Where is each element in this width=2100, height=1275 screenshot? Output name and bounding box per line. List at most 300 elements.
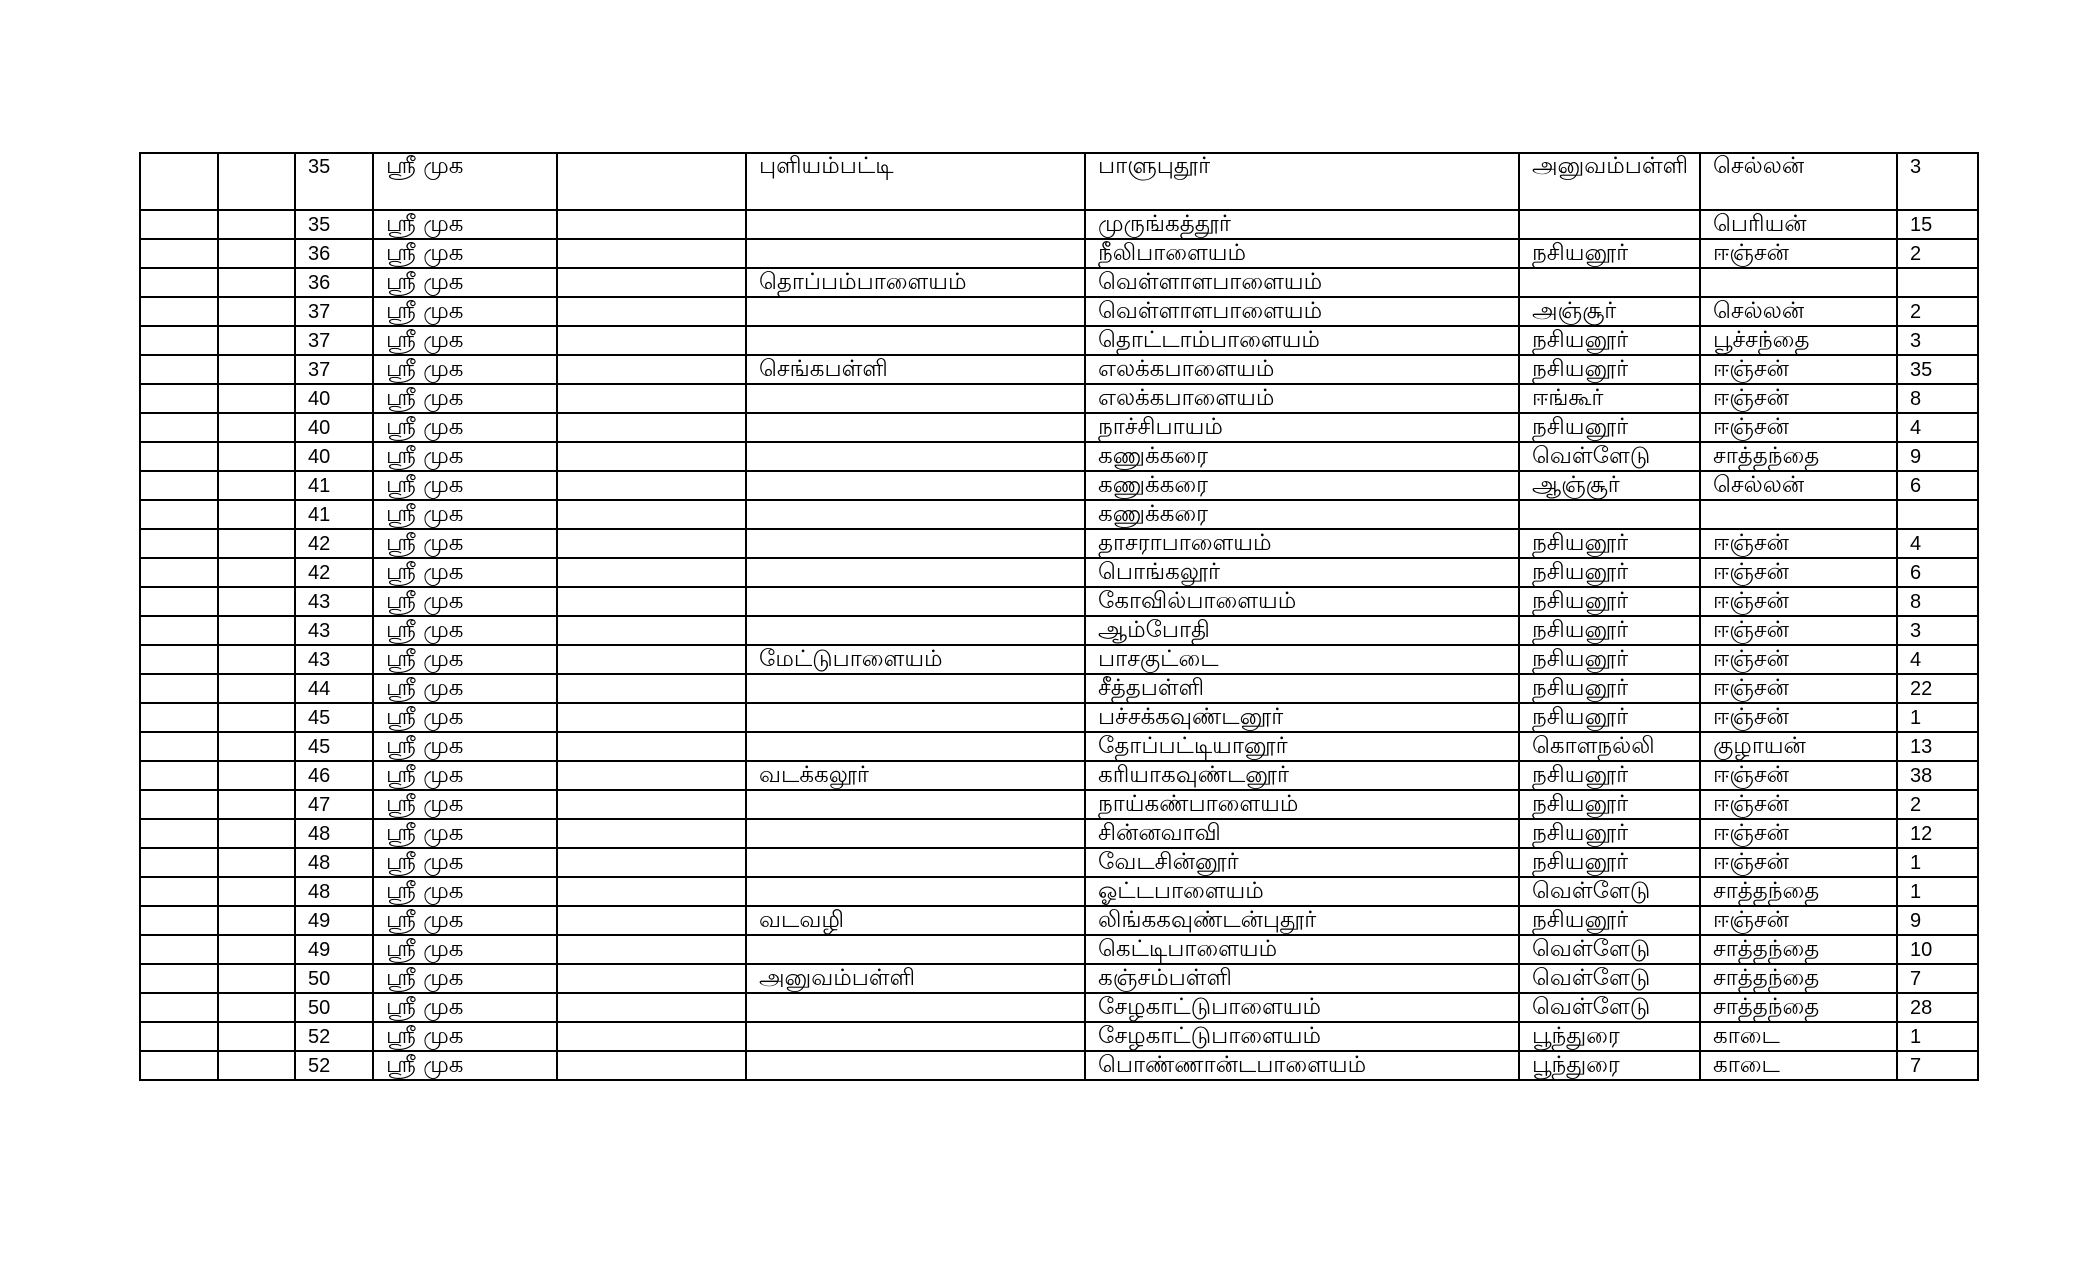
party-cell: ஸ்ரீ முக	[373, 471, 557, 500]
panchayat-cell	[746, 384, 1085, 413]
empty-cell	[557, 993, 746, 1022]
person-cell: ஈஞ்சன்	[1700, 355, 1897, 384]
empty-cell	[557, 326, 746, 355]
empty-cell	[218, 268, 295, 297]
data-table	[139, 152, 1979, 1081]
count-cell: 9	[1897, 906, 1978, 935]
empty-cell	[218, 906, 295, 935]
empty-cell	[557, 355, 746, 384]
table-row	[140, 500, 1978, 529]
count-cell: 4	[1897, 645, 1978, 674]
village-cell: தோப்பட்டியானூர்	[1085, 732, 1519, 761]
table-row	[140, 1051, 1978, 1080]
table-row	[140, 732, 1978, 761]
village-cell: வெள்ளாளபாளையம்	[1085, 268, 1519, 297]
count-cell	[1897, 268, 1978, 297]
hamlet-cell: அனுவம்பள்ளி	[1519, 153, 1700, 210]
empty-cell	[140, 326, 218, 355]
person-cell	[1700, 268, 1897, 297]
empty-cell	[218, 239, 295, 268]
empty-cell	[140, 993, 218, 1022]
count-cell: 3	[1897, 616, 1978, 645]
party-cell: ஸ்ரீ முக	[373, 732, 557, 761]
party-cell: ஸ்ரீ முக	[373, 819, 557, 848]
village-cell: நீலிபாளையம்	[1085, 239, 1519, 268]
empty-cell	[218, 210, 295, 239]
panchayat-cell	[746, 790, 1085, 819]
serial-number-cell: 36	[295, 239, 373, 268]
empty-cell	[140, 1051, 218, 1080]
panchayat-cell: புளியம்பட்டி	[746, 153, 1085, 210]
empty-cell	[557, 413, 746, 442]
empty-cell	[140, 674, 218, 703]
village-cell: சீத்தபள்ளி	[1085, 674, 1519, 703]
party-cell: ஸ்ரீ முக	[373, 268, 557, 297]
village-cell: பாசகுட்டை	[1085, 645, 1519, 674]
empty-cell	[557, 616, 746, 645]
person-cell: செல்லன்	[1700, 153, 1897, 210]
hamlet-cell: அஞ்சூர்	[1519, 297, 1700, 326]
person-cell: சாத்தந்தை	[1700, 964, 1897, 993]
party-cell: ஸ்ரீ முக	[373, 413, 557, 442]
panchayat-cell	[746, 326, 1085, 355]
hamlet-cell: நசியனூர்	[1519, 761, 1700, 790]
village-cell: சேழகாட்டுபாளையம்	[1085, 1022, 1519, 1051]
empty-cell	[557, 587, 746, 616]
empty-cell	[140, 558, 218, 587]
empty-cell	[218, 964, 295, 993]
empty-cell	[218, 558, 295, 587]
table-row	[140, 355, 1978, 384]
empty-cell	[140, 964, 218, 993]
hamlet-cell: நசியனூர்	[1519, 558, 1700, 587]
panchayat-cell	[746, 1022, 1085, 1051]
empty-cell	[218, 819, 295, 848]
village-cell: தொட்டாம்பாளையம்	[1085, 326, 1519, 355]
empty-cell	[218, 442, 295, 471]
table-row	[140, 384, 1978, 413]
table-row	[140, 442, 1978, 471]
empty-cell	[140, 153, 218, 210]
empty-cell	[557, 297, 746, 326]
empty-cell	[140, 906, 218, 935]
party-cell: ஸ்ரீ முக	[373, 848, 557, 877]
village-cell: வேடசின்னூர்	[1085, 848, 1519, 877]
panchayat-cell	[746, 210, 1085, 239]
village-cell: நாச்சிபாயம்	[1085, 413, 1519, 442]
hamlet-cell: பூந்துரை	[1519, 1051, 1700, 1080]
person-cell: ஈஞ்சன்	[1700, 848, 1897, 877]
party-cell: ஸ்ரீ முக	[373, 326, 557, 355]
empty-cell	[557, 703, 746, 732]
hamlet-cell: நசியனூர்	[1519, 906, 1700, 935]
empty-cell	[218, 384, 295, 413]
empty-cell	[218, 355, 295, 384]
panchayat-cell	[746, 500, 1085, 529]
empty-cell	[557, 442, 746, 471]
empty-cell	[557, 848, 746, 877]
village-cell: ஓட்டபாளையம்	[1085, 877, 1519, 906]
empty-cell	[218, 297, 295, 326]
party-cell: ஸ்ரீ முக	[373, 993, 557, 1022]
panchayat-cell	[746, 616, 1085, 645]
table-row	[140, 935, 1978, 964]
empty-cell	[218, 848, 295, 877]
panchayat-cell: அனுவம்பள்ளி	[746, 964, 1085, 993]
empty-cell	[140, 935, 218, 964]
empty-cell	[140, 268, 218, 297]
person-cell: பெரியன்	[1700, 210, 1897, 239]
empty-cell	[557, 1022, 746, 1051]
empty-cell	[557, 1051, 746, 1080]
party-cell: ஸ்ரீ முக	[373, 153, 557, 210]
serial-number-cell: 47	[295, 790, 373, 819]
serial-number-cell: 46	[295, 761, 373, 790]
empty-cell	[140, 355, 218, 384]
empty-cell	[218, 587, 295, 616]
count-cell: 6	[1897, 558, 1978, 587]
hamlet-cell: பூந்துரை	[1519, 1022, 1700, 1051]
count-cell: 3	[1897, 326, 1978, 355]
party-cell: ஸ்ரீ முக	[373, 355, 557, 384]
panchayat-cell	[746, 587, 1085, 616]
hamlet-cell: நசியனூர்	[1519, 674, 1700, 703]
person-cell: ஈஞ்சன்	[1700, 413, 1897, 442]
party-cell: ஸ்ரீ முக	[373, 877, 557, 906]
empty-cell	[218, 326, 295, 355]
panchayat-cell	[746, 413, 1085, 442]
empty-cell	[557, 153, 746, 210]
empty-cell	[218, 529, 295, 558]
serial-number-cell: 50	[295, 993, 373, 1022]
table-row	[140, 153, 1978, 210]
table-body	[140, 153, 1978, 1080]
serial-number-cell: 52	[295, 1051, 373, 1080]
village-cell: பொண்ணான்டபாளையம்	[1085, 1051, 1519, 1080]
panchayat-cell	[746, 1051, 1085, 1080]
village-cell: வெள்ளாளபாளையம்	[1085, 297, 1519, 326]
empty-cell	[140, 761, 218, 790]
village-cell: கெட்டிபாளையம்	[1085, 935, 1519, 964]
count-cell: 22	[1897, 674, 1978, 703]
empty-cell	[218, 732, 295, 761]
count-cell: 3	[1897, 153, 1978, 210]
empty-cell	[218, 993, 295, 1022]
village-cell: சின்னவாவி	[1085, 819, 1519, 848]
serial-number-cell: 48	[295, 819, 373, 848]
party-cell: ஸ்ரீ முக	[373, 500, 557, 529]
party-cell: ஸ்ரீ முக	[373, 616, 557, 645]
empty-cell	[557, 761, 746, 790]
person-cell: செல்லன்	[1700, 297, 1897, 326]
serial-number-cell: 43	[295, 616, 373, 645]
table-row	[140, 210, 1978, 239]
village-cell: ஆம்போதி	[1085, 616, 1519, 645]
table-row	[140, 703, 1978, 732]
village-cell: முருங்கத்தூர்	[1085, 210, 1519, 239]
panchayat-cell	[746, 848, 1085, 877]
hamlet-cell: நசியனூர்	[1519, 848, 1700, 877]
hamlet-cell: நசியனூர்	[1519, 529, 1700, 558]
empty-cell	[557, 732, 746, 761]
empty-cell	[218, 761, 295, 790]
party-cell: ஸ்ரீ முக	[373, 239, 557, 268]
table-row	[140, 268, 1978, 297]
count-cell: 1	[1897, 1022, 1978, 1051]
empty-cell	[218, 1022, 295, 1051]
village-cell: கணுக்கரை	[1085, 471, 1519, 500]
party-cell: ஸ்ரீ முக	[373, 297, 557, 326]
table-row	[140, 674, 1978, 703]
serial-number-cell: 48	[295, 848, 373, 877]
table-row	[140, 848, 1978, 877]
hamlet-cell: ஆஞ்சூர்	[1519, 471, 1700, 500]
panchayat-cell: வடவழி	[746, 906, 1085, 935]
serial-number-cell: 43	[295, 645, 373, 674]
hamlet-cell: வெள்ளேடு	[1519, 993, 1700, 1022]
person-cell: காடை	[1700, 1051, 1897, 1080]
panchayat-cell	[746, 935, 1085, 964]
empty-cell	[140, 732, 218, 761]
hamlet-cell	[1519, 210, 1700, 239]
empty-cell	[140, 529, 218, 558]
panchayat-cell	[746, 297, 1085, 326]
table-row	[140, 790, 1978, 819]
count-cell: 2	[1897, 239, 1978, 268]
party-cell: ஸ்ரீ முக	[373, 790, 557, 819]
hamlet-cell: வெள்ளேடு	[1519, 442, 1700, 471]
count-cell	[1897, 500, 1978, 529]
serial-number-cell: 41	[295, 500, 373, 529]
serial-number-cell: 49	[295, 935, 373, 964]
empty-cell	[557, 790, 746, 819]
empty-cell	[218, 790, 295, 819]
empty-cell	[557, 239, 746, 268]
count-cell: 35	[1897, 355, 1978, 384]
empty-cell	[140, 790, 218, 819]
person-cell: ஈஞ்சன்	[1700, 384, 1897, 413]
table-row	[140, 761, 1978, 790]
serial-number-cell: 41	[295, 471, 373, 500]
table-row	[140, 558, 1978, 587]
village-cell: நாய்கண்பாளையம்	[1085, 790, 1519, 819]
party-cell: ஸ்ரீ முக	[373, 761, 557, 790]
hamlet-cell: நசியனூர்	[1519, 355, 1700, 384]
empty-cell	[557, 268, 746, 297]
count-cell: 2	[1897, 297, 1978, 326]
serial-number-cell: 35	[295, 153, 373, 210]
village-cell: கணுக்கரை	[1085, 500, 1519, 529]
count-cell: 28	[1897, 993, 1978, 1022]
count-cell: 1	[1897, 703, 1978, 732]
panchayat-cell	[746, 819, 1085, 848]
table-row	[140, 616, 1978, 645]
hamlet-cell: நசியனூர்	[1519, 616, 1700, 645]
person-cell: ஈஞ்சன்	[1700, 239, 1897, 268]
hamlet-cell: நசியனூர்	[1519, 703, 1700, 732]
table-row	[140, 1022, 1978, 1051]
empty-cell	[140, 413, 218, 442]
hamlet-cell: நசியனூர்	[1519, 790, 1700, 819]
count-cell: 4	[1897, 529, 1978, 558]
empty-cell	[140, 297, 218, 326]
party-cell: ஸ்ரீ முக	[373, 529, 557, 558]
person-cell: ஈஞ்சன்	[1700, 819, 1897, 848]
serial-number-cell: 42	[295, 558, 373, 587]
empty-cell	[557, 819, 746, 848]
person-cell: காடை	[1700, 1022, 1897, 1051]
party-cell: ஸ்ரீ முக	[373, 703, 557, 732]
serial-number-cell: 40	[295, 442, 373, 471]
empty-cell	[218, 935, 295, 964]
panchayat-cell	[746, 703, 1085, 732]
count-cell: 8	[1897, 587, 1978, 616]
count-cell: 8	[1897, 384, 1978, 413]
table-row	[140, 993, 1978, 1022]
table-row	[140, 413, 1978, 442]
count-cell: 15	[1897, 210, 1978, 239]
panchayat-cell	[746, 442, 1085, 471]
empty-cell	[557, 645, 746, 674]
person-cell: சாத்தந்தை	[1700, 877, 1897, 906]
table-row	[140, 297, 1978, 326]
panchayat-cell	[746, 529, 1085, 558]
table-row	[140, 645, 1978, 674]
count-cell: 7	[1897, 964, 1978, 993]
table-row	[140, 906, 1978, 935]
village-cell: எலக்கபாளையம்	[1085, 355, 1519, 384]
empty-cell	[140, 239, 218, 268]
person-cell: ஈஞ்சன்	[1700, 703, 1897, 732]
serial-number-cell: 43	[295, 587, 373, 616]
serial-number-cell: 37	[295, 297, 373, 326]
person-cell: ஈஞ்சன்	[1700, 790, 1897, 819]
party-cell: ஸ்ரீ முக	[373, 210, 557, 239]
hamlet-cell: நசியனூர்	[1519, 587, 1700, 616]
party-cell: ஸ்ரீ முக	[373, 587, 557, 616]
empty-cell	[218, 153, 295, 210]
serial-number-cell: 50	[295, 964, 373, 993]
serial-number-cell: 45	[295, 703, 373, 732]
count-cell: 6	[1897, 471, 1978, 500]
empty-cell	[557, 384, 746, 413]
empty-cell	[140, 500, 218, 529]
hamlet-cell	[1519, 268, 1700, 297]
empty-cell	[557, 935, 746, 964]
empty-cell	[140, 1022, 218, 1051]
empty-cell	[140, 877, 218, 906]
table-row	[140, 964, 1978, 993]
empty-cell	[140, 645, 218, 674]
empty-cell	[218, 616, 295, 645]
village-cell: கரியாகவுண்டனூர்	[1085, 761, 1519, 790]
empty-cell	[140, 210, 218, 239]
panchayat-cell	[746, 558, 1085, 587]
hamlet-cell: ஈங்கூர்	[1519, 384, 1700, 413]
person-cell: ஈஞ்சன்	[1700, 616, 1897, 645]
party-cell: ஸ்ரீ முக	[373, 674, 557, 703]
village-cell: கோவில்பாளையம்	[1085, 587, 1519, 616]
empty-cell	[140, 616, 218, 645]
village-cell: லிங்ககவுண்டன்புதூர்	[1085, 906, 1519, 935]
empty-cell	[557, 529, 746, 558]
serial-number-cell: 42	[295, 529, 373, 558]
person-cell: ஈஞ்சன்	[1700, 906, 1897, 935]
person-cell: பூச்சந்தை	[1700, 326, 1897, 355]
panchayat-cell	[746, 239, 1085, 268]
panchayat-cell: வடக்கலூர்	[746, 761, 1085, 790]
person-cell: ஈஞ்சன்	[1700, 558, 1897, 587]
person-cell: ஈஞ்சன்	[1700, 587, 1897, 616]
empty-cell	[557, 964, 746, 993]
serial-number-cell: 52	[295, 1022, 373, 1051]
empty-cell	[218, 500, 295, 529]
count-cell: 1	[1897, 877, 1978, 906]
person-cell: ஈஞ்சன்	[1700, 529, 1897, 558]
serial-number-cell: 44	[295, 674, 373, 703]
party-cell: ஸ்ரீ முக	[373, 964, 557, 993]
empty-cell	[557, 906, 746, 935]
village-cell: பொங்கலூர்	[1085, 558, 1519, 587]
serial-number-cell: 40	[295, 413, 373, 442]
village-cell: பாளுபுதூர்	[1085, 153, 1519, 210]
panchayat-cell	[746, 674, 1085, 703]
person-cell: சாத்தந்தை	[1700, 935, 1897, 964]
empty-cell	[140, 471, 218, 500]
hamlet-cell: கொளநல்லி	[1519, 732, 1700, 761]
hamlet-cell: நசியனூர்	[1519, 819, 1700, 848]
empty-cell	[140, 384, 218, 413]
person-cell: ஈஞ்சன்	[1700, 674, 1897, 703]
empty-cell	[140, 587, 218, 616]
party-cell: ஸ்ரீ முக	[373, 1051, 557, 1080]
hamlet-cell: வெள்ளேடு	[1519, 877, 1700, 906]
empty-cell	[140, 703, 218, 732]
person-cell: செல்லன்	[1700, 471, 1897, 500]
table-row	[140, 239, 1978, 268]
serial-number-cell: 48	[295, 877, 373, 906]
count-cell: 4	[1897, 413, 1978, 442]
village-cell: பச்சக்கவுண்டனூர்	[1085, 703, 1519, 732]
village-cell: கணுக்கரை	[1085, 442, 1519, 471]
person-cell	[1700, 500, 1897, 529]
party-cell: ஸ்ரீ முக	[373, 442, 557, 471]
count-cell: 2	[1897, 790, 1978, 819]
serial-number-cell: 35	[295, 210, 373, 239]
village-cell: எலக்கபாளையம்	[1085, 384, 1519, 413]
panchayat-cell	[746, 993, 1085, 1022]
hamlet-cell: வெள்ளேடு	[1519, 935, 1700, 964]
serial-number-cell: 36	[295, 268, 373, 297]
table-row	[140, 529, 1978, 558]
empty-cell	[140, 848, 218, 877]
empty-cell	[218, 877, 295, 906]
hamlet-cell: நசியனூர்	[1519, 413, 1700, 442]
empty-cell	[557, 558, 746, 587]
table-row	[140, 877, 1978, 906]
count-cell: 12	[1897, 819, 1978, 848]
empty-cell	[140, 819, 218, 848]
table-row	[140, 819, 1978, 848]
serial-number-cell: 37	[295, 355, 373, 384]
person-cell: சாத்தந்தை	[1700, 993, 1897, 1022]
village-cell: தாசராபாளையம்	[1085, 529, 1519, 558]
empty-cell	[218, 1051, 295, 1080]
count-cell: 9	[1897, 442, 1978, 471]
party-cell: ஸ்ரீ முக	[373, 935, 557, 964]
person-cell: ஈஞ்சன்	[1700, 761, 1897, 790]
hamlet-cell	[1519, 500, 1700, 529]
